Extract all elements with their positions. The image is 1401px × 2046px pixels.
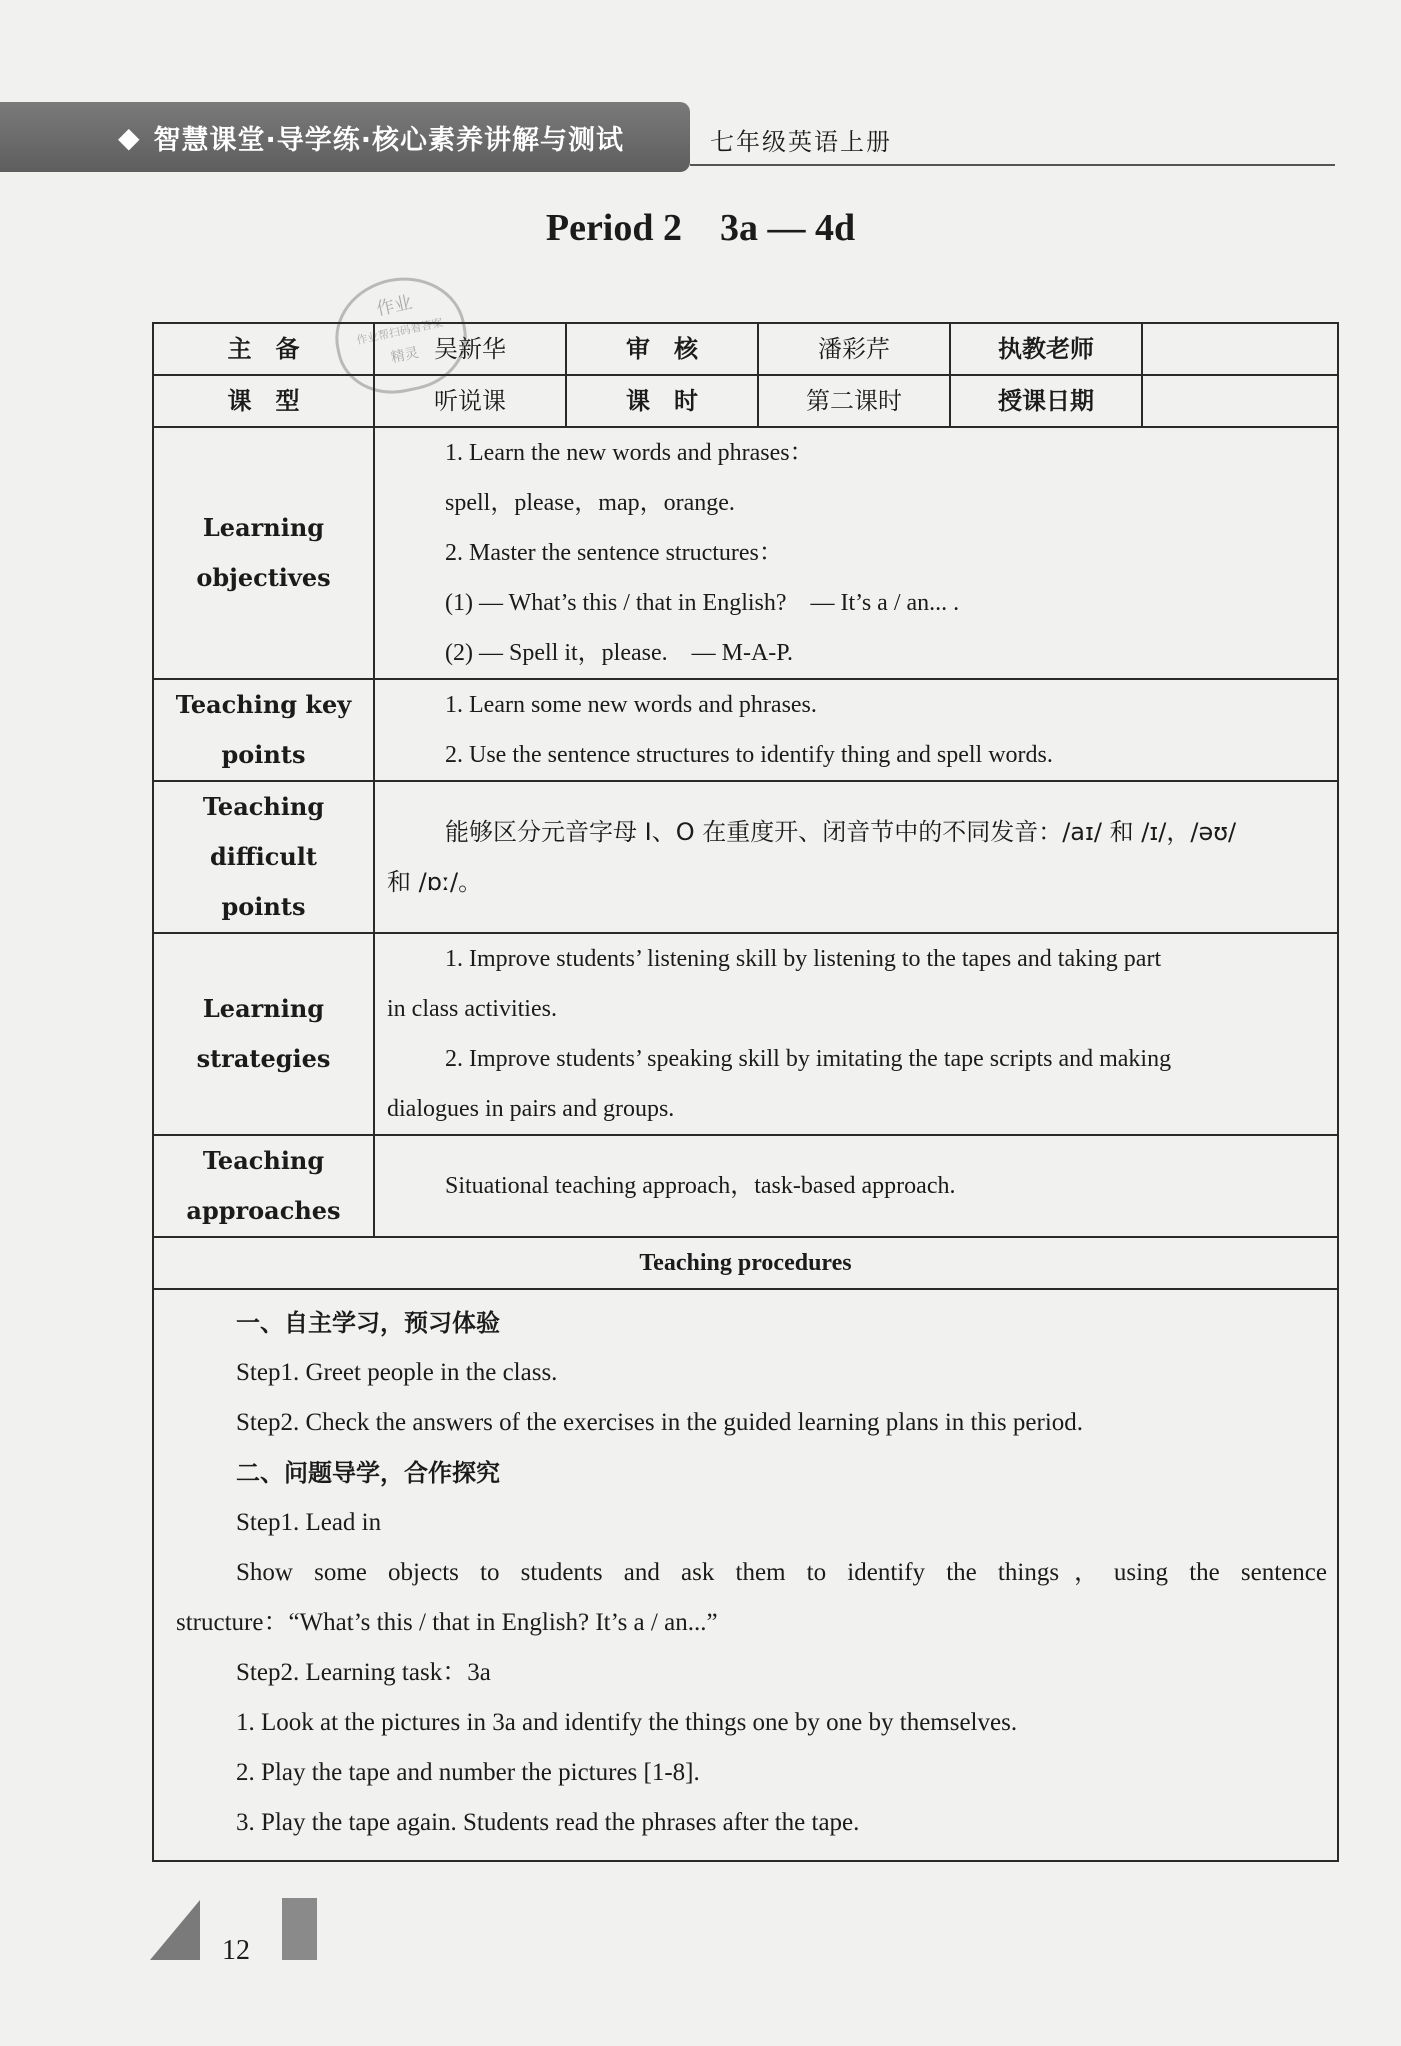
value-period: 第二课时 [758,375,950,427]
value-class-type: 听说课 [374,375,566,427]
label-reviewer: 审 核 [566,323,758,375]
value-date [1142,375,1338,427]
approaches-content: Situational teaching approach，task-based approach. [374,1135,1338,1237]
strategies-content: 1. Improve students’ listening skill by listening to the tapes and taking part in class activities. 2. Improve students’ speaking skill by imitating the tape scripts and making dialogues in pairs and groups. [374,933,1338,1135]
difficult-points-content: 能够区分元音字母 I、O 在重度开、闭音节中的不同发音：/aɪ/ 和 /ɪ/，/əʊ/ 和 /ɒː/。 [374,781,1338,933]
watermark-stamp: 作业 作业帮扫码看答案 精灵 [325,266,477,405]
section-heading: 一、自主学习，预习体验 [236,1309,500,1337]
key-points-label: Teaching key points [153,679,374,781]
strategies-label: Learning strategies [153,933,374,1135]
value-reviewer: 潘彩芹 [758,323,950,375]
label-preparer: 主 备 [153,323,374,375]
value-teacher [1142,323,1338,375]
objectives-label: Learning objectives [153,427,374,679]
label-teacher: 执教老师 [950,323,1142,375]
lesson-plan-table [152,322,1339,1862]
value-preparer: 吴新华 [374,323,566,375]
section-heading: 二、问题导学，合作探究 [236,1459,500,1487]
objectives-content: 1. Learn the new words and phrases： spell，please，map，orange. 2. Master the sentence structures： (1) — What’s this / that in English? — It’s a / an... . (2) — Spell it，please. — M-A-P. [374,427,1338,679]
procedures-title: Teaching procedures [153,1237,1338,1289]
label-period: 课 时 [566,375,758,427]
footer-triangle [150,1900,200,1960]
header-band [0,102,690,172]
label-class-type: 课 型 [153,375,374,427]
series-title: 智慧课堂·导学练·核心素养讲解与测试 [153,124,625,156]
diamond-icon: ◆ [118,120,140,154]
page-number: 12 [222,1935,250,1966]
header-rule [690,164,1335,166]
key-points-content: 1. Learn some new words and phrases. 2. Use the sentence structures to identify thing and spell words. [374,679,1338,781]
page-title: Period 2 3a — 4d [545,207,856,249]
label-date: 授课日期 [950,375,1142,427]
difficult-points-label: Teaching difficult points [153,781,374,933]
footer-bar [282,1898,317,1960]
approaches-label: Teaching approaches [153,1135,374,1237]
procedures-content: 一、自主学习，预习体验 Step1. Greet people in the class. Step2. Check the answers of the exercises in the guided learning plans in this period. 二、问题导学，合作探究 Step1. Lead in Show some objects to students and ask them to identify the things，using the sentence structure：“What’s this / that in English? It’s a / an...” Step2. Learning task：3a 1. Look at the pictures in 3a and identify the things one by one by themselves. 2. Play the tape and number the pictures [1-8]. 3. Play the tape again. Students read the phrases after the tape. [153,1289,1338,1861]
book-title: 七年级英语上册 [710,128,892,156]
